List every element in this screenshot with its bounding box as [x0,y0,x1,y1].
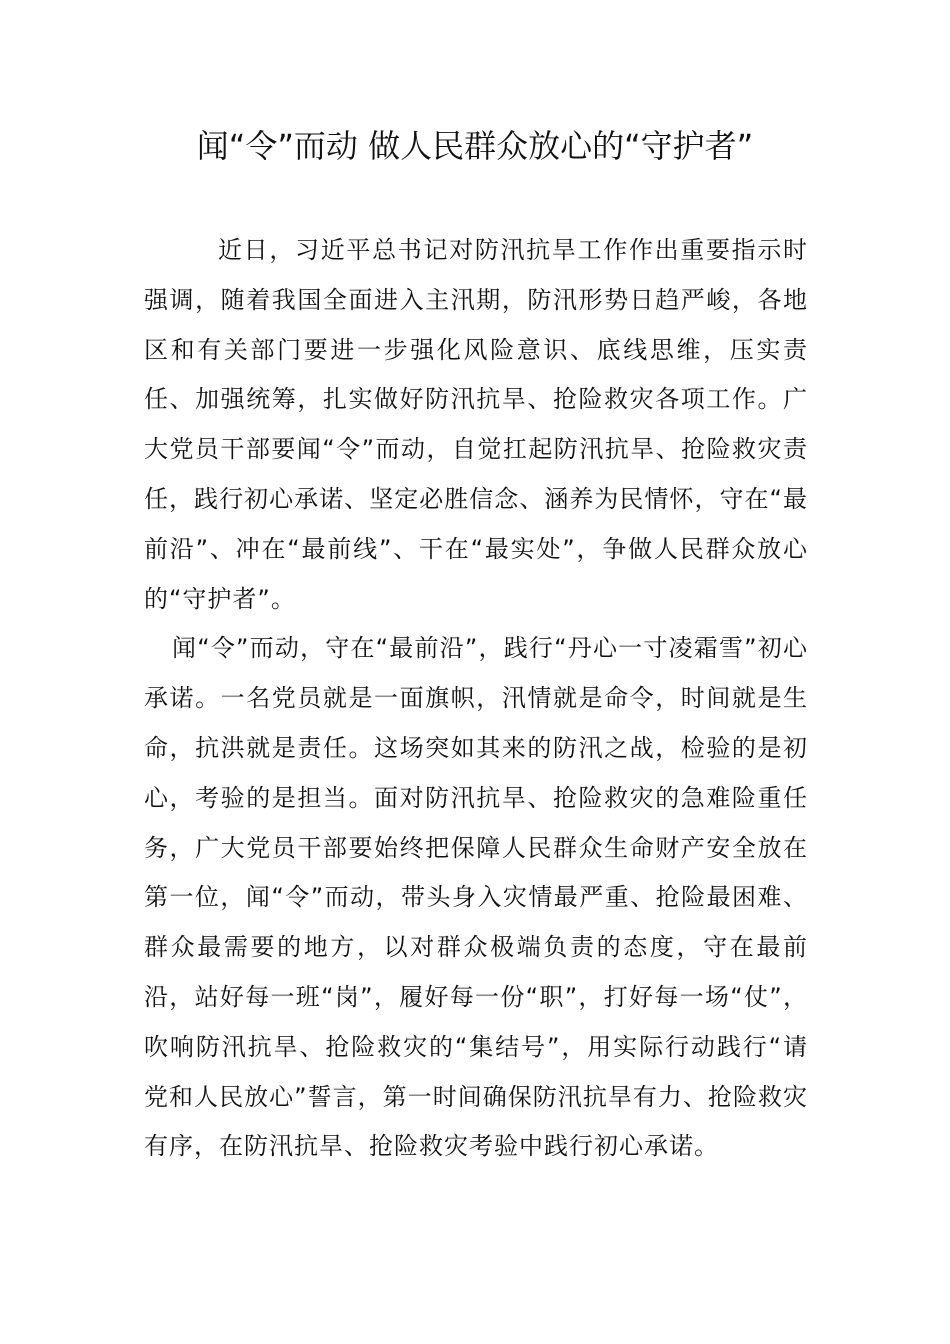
document-body [144,226,808,1172]
document-title: 闻“令”而动 做人民群众放心的“守护者” [196,127,754,165]
paragraph-2: 闻“令”而动，守在“最前沿”，践行“丹心一寸凌霜雪”初心承诺。一名党员就是一面旗帜，汛情就是命令，时间就是生命，抗洪就是责任。这场突如其来的防汛之战，检验的是初心，考验的是担当。面对防汛抗旱、抢险救灾的急难险重任务，广大党员干部要始终把保障人民群众生命财产安全放在第一位，闻“令”而动，带头身入灾情最严重、抢险最困难、群众最需要的地方，以对群众极端负责的态度，守在最前沿，站好每一班“岗”，履好每一份“职”，打好每一场“仗”，吹响防汛抗旱、抢险救灾的“集结号”，用实际行动践行“请党和人民放心”誓言，第一时间确保防汛抗旱有力、抢险救灾有序，在防汛抗旱、抢险救灾考验中践行初心承诺。 [144,634,808,1161]
paragraph-1: 近日，习近平总书记对防汛抗旱工作作出重要指示时强调，随着我国全面进入主汛期，防汛形势日趋严峻，各地区和有关部门要进一步强化风险意识、底线思维，压实责任、加强统筹，扎实做好防汛抗旱、抢险救灾各项工作。广大党员干部要闻“令”而动，自觉扛起防汛抗旱、抢险救灾责任，践行初心承诺、坚定必胜信念、涵养为民情怀，守在“最前沿”、冲在“最前线”、干在“最实处”，争做人民群众放心的“守护者”。 [144,236,808,613]
